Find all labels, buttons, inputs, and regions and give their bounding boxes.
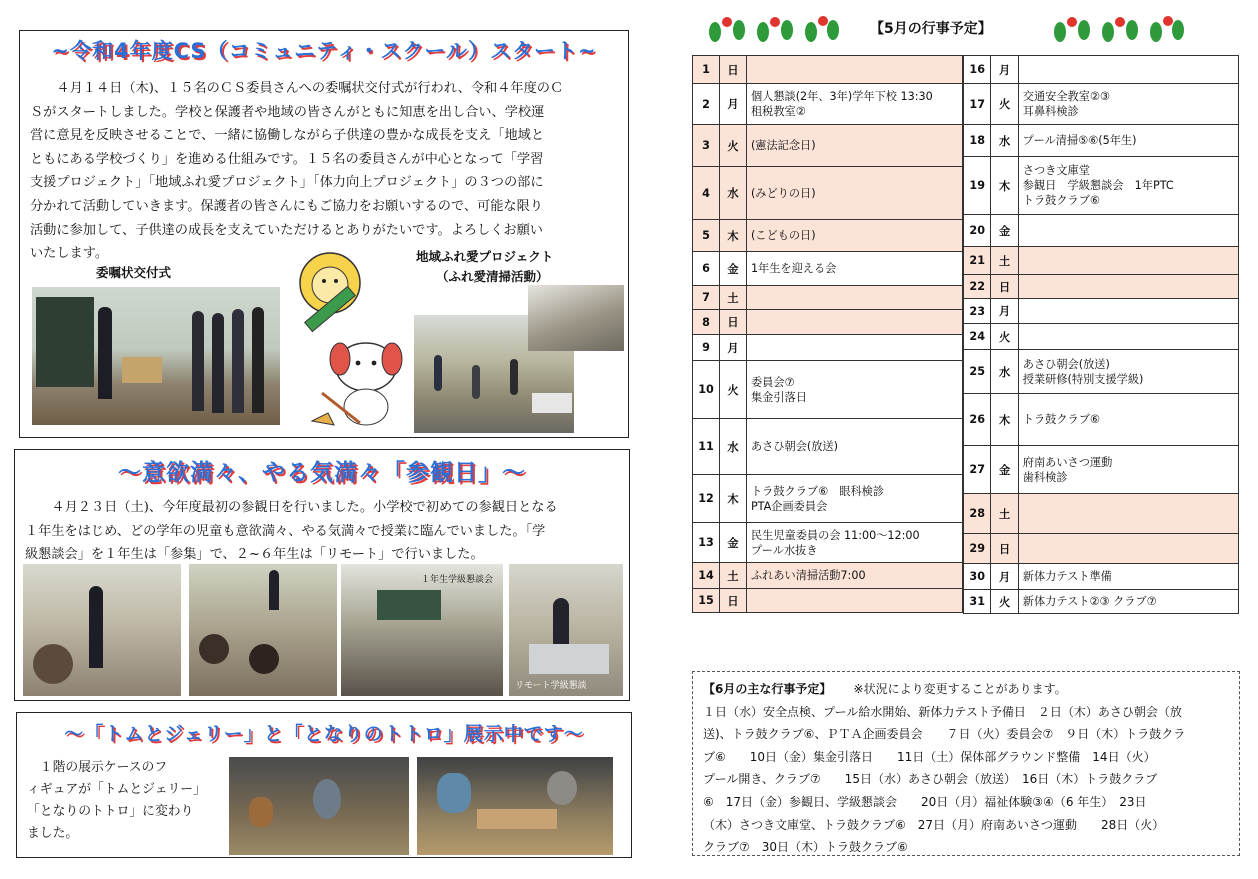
- schedule-events: [746, 286, 962, 310]
- photo-label-first-grade: １年生学級懇談会: [421, 575, 494, 585]
- schedule-day: 2: [693, 84, 720, 125]
- june-line: １日（水）安全点検、プール給水開始、新体力テスト予備日 ２日（木）あさひ朝会（放: [703, 704, 1182, 719]
- june-line: （木）さつき文庫堂、トラ鼓クラブ⑥ 27日（月）府南あいさつ運動 28日（火）: [703, 817, 1165, 832]
- tom-jerry-display-photo: [417, 757, 613, 855]
- schedule-events: [746, 252, 962, 286]
- schedule-events: [746, 167, 962, 220]
- schedule-events: [746, 56, 962, 84]
- schedule-weekday: 月: [991, 564, 1018, 590]
- schedule-day: 5: [693, 220, 720, 252]
- article-cs-start: [19, 30, 629, 438]
- schedule-day: 15: [693, 589, 720, 613]
- schedule-weekday: 日: [991, 534, 1018, 564]
- article-open-day: [14, 449, 630, 701]
- schedule-day: 11: [693, 419, 720, 475]
- schedule-event-line: 交通安全教室②③: [1022, 90, 1110, 103]
- schedule-weekday: 月: [991, 56, 1018, 84]
- june-line: クラブ⑦ 30日（木）トラ鼓クラブ⑥: [703, 840, 908, 855]
- schedule-day: 19: [964, 157, 991, 215]
- schedule-events: [746, 475, 962, 523]
- schedule-day: 22: [964, 275, 991, 299]
- flower-decoration-left: [705, 12, 845, 44]
- schedule-weekday: 火: [991, 84, 1018, 125]
- schedule-row: [693, 220, 963, 252]
- body-line: 営に意見を反映させることで、一緒に協働しながら子供達の豊かな成長を支え「地域と: [30, 128, 545, 144]
- ceremony-photo: [32, 287, 280, 425]
- schedule-weekday: 金: [719, 252, 746, 286]
- schedule-events: [746, 419, 962, 475]
- schedule-table-right: [963, 55, 1239, 614]
- schedule-weekday: 金: [991, 446, 1018, 494]
- june-line: 送)、トラ鼓クラブ⑥、ＰＴＡ企画委員会 ７日（火）委員会⑦ ９日（木）トラ鼓クラ: [703, 727, 1186, 742]
- schedule-day: 20: [964, 215, 991, 247]
- schedule-row: [693, 84, 963, 125]
- schedule-event-line: 1年生を迎える会: [750, 262, 837, 275]
- schedule-events: [1018, 534, 1238, 564]
- schedule-row: [693, 419, 963, 475]
- schedule-event-line: プール水抜き: [750, 543, 818, 557]
- article-open-day-body: [25, 496, 625, 567]
- schedule-row: [693, 523, 963, 563]
- schedule-row: [964, 56, 1239, 84]
- schedule-row: [964, 84, 1239, 125]
- schedule-event-line: (こどもの日): [750, 229, 816, 242]
- schedule-weekday: 月: [991, 299, 1018, 324]
- caption-project: 地域ふれ愛プロジェクト: [416, 249, 554, 264]
- schedule-weekday: 日: [719, 56, 746, 84]
- schedule-events: [746, 310, 962, 335]
- schedule-row: [693, 286, 963, 310]
- schedule-row: [693, 335, 963, 361]
- schedule-event-line: あさひ朝会(放送): [1022, 357, 1110, 371]
- body-line: ィギュアが「トムとジェリー」: [27, 782, 206, 797]
- classroom-photo-3: [341, 564, 503, 696]
- schedule-weekday: 木: [719, 475, 746, 523]
- schedule-day: 30: [964, 564, 991, 590]
- body-line: ました。: [27, 826, 79, 841]
- schedule-events: [1018, 275, 1238, 299]
- schedule-weekday: 土: [991, 494, 1018, 534]
- schedule-day: 27: [964, 446, 991, 494]
- body-line: ４月２３日（土)、今年度最初の参観日を行いました。小学校で初めての参観日となる: [51, 500, 558, 515]
- june-events-box: [692, 671, 1240, 856]
- article-cs-title: ~令和4年度CS（コミュニティ・スクール）スタート~: [51, 39, 597, 63]
- schedule-day: 1: [693, 56, 720, 84]
- schedule-weekday: 火: [991, 590, 1018, 614]
- schedule-table-left: [692, 55, 963, 613]
- schedule-row: [964, 446, 1239, 494]
- photo-label-remote: リモート学級懇談: [515, 681, 587, 691]
- schedule-events: [1018, 394, 1238, 446]
- schedule-row: [964, 494, 1239, 534]
- schedule-event-line: トラ鼓クラブ⑥ 眼科検診: [750, 484, 885, 498]
- schedule-weekday: 月: [719, 84, 746, 125]
- schedule-row: [964, 590, 1239, 614]
- schedule-row: [964, 394, 1239, 446]
- schedule-weekday: 水: [991, 125, 1018, 157]
- lion-mascot: [300, 253, 360, 332]
- schedule-event-line: 新体力テスト②③ クラブ⑦: [1022, 595, 1157, 608]
- schedule-day: 6: [693, 252, 720, 286]
- schedule-event-line: プール清掃⑤⑥(5年生): [1022, 134, 1137, 147]
- schedule-row: [964, 324, 1239, 350]
- schedule-row: [964, 564, 1239, 590]
- june-line: ブ⑥ 10日（金）集金引落日 11日（土）保体部グラウンド整備 14日（火）: [703, 749, 1156, 764]
- schedule-row: [964, 125, 1239, 157]
- body-line: Ｓがスタートしました。学校と保護者や地域の皆さんがともに知恵を出し合い、学校運: [30, 104, 545, 120]
- june-line: ⑥ 17日（金）参観日、学級懇談会 20日（月）福祉体験③④（6 年生） 23日: [703, 794, 1147, 809]
- schedule-event-line: 耳鼻科検診: [1022, 105, 1079, 118]
- schedule-events: [746, 335, 962, 361]
- schedule-weekday: 火: [719, 361, 746, 419]
- schedule-day: 29: [964, 534, 991, 564]
- body-line: １年生をはじめ、どの学年の児童も意欲満々、やる気満々で授業に臨んでいました。「学: [25, 523, 546, 539]
- schedule-day: 14: [693, 563, 720, 589]
- schedule-day: 3: [693, 125, 720, 167]
- schedule-event-line: 委員会⑦: [750, 375, 795, 389]
- schedule-event-line: さつき文庫堂: [1022, 164, 1090, 177]
- article-display: [16, 712, 632, 858]
- schedule-event-line: 租税教室②: [750, 105, 806, 118]
- schedule-events: [1018, 247, 1238, 275]
- schedule-day: 16: [964, 56, 991, 84]
- cleaning-photo-2: [528, 285, 624, 351]
- schedule-event-line: 府南あいさつ運動: [1022, 455, 1113, 469]
- schedule-day: 23: [964, 299, 991, 324]
- june-note: ※状況により変更することがあります。: [853, 682, 1067, 696]
- schedule-row: [964, 157, 1239, 215]
- schedule-events: [1018, 494, 1238, 534]
- body-line: ４月１４日（木)、１５名のＣＳ委員さんへの委嘱状交付式が行われ、令和４年度のＣ: [56, 81, 564, 96]
- schedule-events: [1018, 299, 1238, 324]
- schedule-row: [693, 563, 963, 589]
- schedule-event-line: トラ鼓クラブ⑥: [1022, 413, 1100, 426]
- schedule-weekday: 木: [991, 157, 1018, 215]
- schedule-event-line: 新体力テスト準備: [1022, 570, 1112, 583]
- schedule-events: [1018, 324, 1238, 350]
- schedule-row: [693, 475, 963, 523]
- schedule-event-line: あさひ朝会(放送): [750, 440, 838, 453]
- schedule-day: 31: [964, 590, 991, 614]
- schedule-event-line: 授業研修(特別支援学級): [1022, 372, 1144, 386]
- schedule-events: [1018, 215, 1238, 247]
- article-open-day-title: ～意欲満々、やる気満々「参観日」～: [118, 460, 526, 486]
- schedule-day: 8: [693, 310, 720, 335]
- schedule-events: [746, 220, 962, 252]
- body-line: 活動に参加して、子供達の成長を支えていただけるとありがたいです。よろしくお願い: [30, 222, 543, 238]
- schedule-weekday: 月: [719, 335, 746, 361]
- schedule-row: [964, 247, 1239, 275]
- schedule-weekday: 木: [719, 220, 746, 252]
- schedule-event-line: 集金引落日: [750, 390, 807, 404]
- schedule-row: [964, 350, 1239, 394]
- schedule-events: [1018, 56, 1238, 84]
- article-display-title: ～「トムとジェリー」と「となりのトトロ」展示中です～: [64, 723, 584, 745]
- schedule-weekday: 金: [991, 215, 1018, 247]
- body-line: 分かれて活動していきます。保護者の皆さんにもご協力をお願いするので、可能な限り: [30, 198, 543, 214]
- schedule-events: [746, 563, 962, 589]
- schedule-event-line: 民生児童委員の会 11:00～12:00: [750, 528, 920, 542]
- body-line: １階の展示ケースのフ: [39, 760, 168, 775]
- schedule-day: 24: [964, 324, 991, 350]
- schedule-events: [746, 84, 962, 125]
- schedule-weekday: 金: [719, 523, 746, 563]
- schedule-events: [746, 523, 962, 563]
- june-heading: 【6月の主な行事予定】: [703, 682, 832, 696]
- schedule-day: 25: [964, 350, 991, 394]
- schedule-weekday: 木: [991, 394, 1018, 446]
- schedule-weekday: 水: [991, 350, 1018, 394]
- schedule-row: [693, 252, 963, 286]
- totoro-display-photo: [229, 757, 409, 855]
- schedule-row: [693, 125, 963, 167]
- classroom-photo-4: [509, 564, 623, 696]
- schedule-event-line: 参観日 学級懇談会 1年PTC: [1022, 179, 1174, 192]
- schedule-events: [1018, 564, 1238, 590]
- schedule-events: [1018, 590, 1238, 614]
- schedule-day: 9: [693, 335, 720, 361]
- schedule-day: 21: [964, 247, 991, 275]
- article-display-body: [27, 757, 233, 845]
- schedule-day: 28: [964, 494, 991, 534]
- schedule-weekday: 土: [991, 247, 1018, 275]
- schedule-day: 4: [693, 167, 720, 220]
- schedule-events: [1018, 125, 1238, 157]
- schedule-events: [1018, 84, 1238, 125]
- schedule-events: [746, 589, 962, 613]
- schedule-row: [964, 215, 1239, 247]
- schedule-day: 26: [964, 394, 991, 446]
- schedule-event-line: (みどりの日): [750, 186, 816, 200]
- schedule-events: [746, 125, 962, 167]
- schedule-event-line: 歯科検診: [1022, 470, 1068, 484]
- classroom-photo-2: [189, 564, 337, 696]
- schedule-weekday: 土: [719, 563, 746, 589]
- schedule-row: [693, 167, 963, 220]
- schedule-events: [746, 361, 962, 419]
- schedule-event-line: トラ鼓クラブ⑥: [1022, 194, 1100, 207]
- schedule-row: [964, 275, 1239, 299]
- schedule-weekday: 水: [719, 167, 746, 220]
- classroom-photo-1: [23, 564, 181, 696]
- schedule-event-line: (憲法記念日): [750, 139, 816, 152]
- schedule-day: 13: [693, 523, 720, 563]
- schedule-row: [693, 361, 963, 419]
- schedule-weekday: 土: [719, 286, 746, 310]
- schedule-row: [964, 299, 1239, 324]
- schedule-weekday: 火: [991, 324, 1018, 350]
- body-line: いたします。: [30, 246, 109, 262]
- schedule-day: 12: [693, 475, 720, 523]
- body-line: 「となりのトトロ」に変わり: [27, 804, 194, 819]
- caption-ceremony: 委嘱状交付式: [96, 265, 172, 280]
- schedule-day: 7: [693, 286, 720, 310]
- body-line: 級懇談会」を１年生は「参集」で、２~６年生は「リモート」で行いました。: [25, 547, 484, 563]
- schedule-title: 【5月の行事予定】: [870, 21, 992, 37]
- schedule-row: [964, 534, 1239, 564]
- body-line: 支援プロジェクト」「地域ふれ愛プロジェクト」「体力向上プロジェクト」の３つの部に: [30, 175, 544, 191]
- dog-mascot: [312, 343, 402, 425]
- june-line: プール開き、クラブ⑦ 15日（水）あさひ朝会（放送） 16日（木）トラ鼓クラブ: [703, 772, 1158, 787]
- schedule-events: [1018, 350, 1238, 394]
- blackboard: [36, 297, 94, 387]
- schedule-events: [1018, 157, 1238, 215]
- schedule-row: [693, 310, 963, 335]
- schedule-row: [693, 589, 963, 613]
- schedule-event-line: 個人懇談(2年、3年)学年下校 13:30: [750, 90, 933, 103]
- schedule-weekday: 火: [719, 125, 746, 167]
- schedule-weekday: 日: [991, 275, 1018, 299]
- article-cs-body: [30, 77, 626, 266]
- schedule-row: [693, 56, 963, 84]
- body-line: ともにある学校づくり」を進める仕組みです。１５名の委員さんが中心となって「学習: [30, 151, 544, 167]
- june-header: [703, 678, 1231, 701]
- schedule-day: 10: [693, 361, 720, 419]
- schedule-event-line: PTA企画委員会: [750, 499, 828, 513]
- mascot-illustration: [282, 243, 418, 437]
- schedule-day: 18: [964, 125, 991, 157]
- schedule-day: 17: [964, 84, 991, 125]
- schedule-weekday: 水: [719, 419, 746, 475]
- schedule-weekday: 日: [719, 310, 746, 335]
- schedule-events: [1018, 446, 1238, 494]
- caption-project-sub: （ふれ愛清掃活動）: [436, 269, 549, 284]
- flower-decoration-right: [1050, 12, 1190, 44]
- schedule-weekday: 日: [719, 589, 746, 613]
- schedule-event-line: ふれあい清掃活動7:00: [750, 569, 866, 582]
